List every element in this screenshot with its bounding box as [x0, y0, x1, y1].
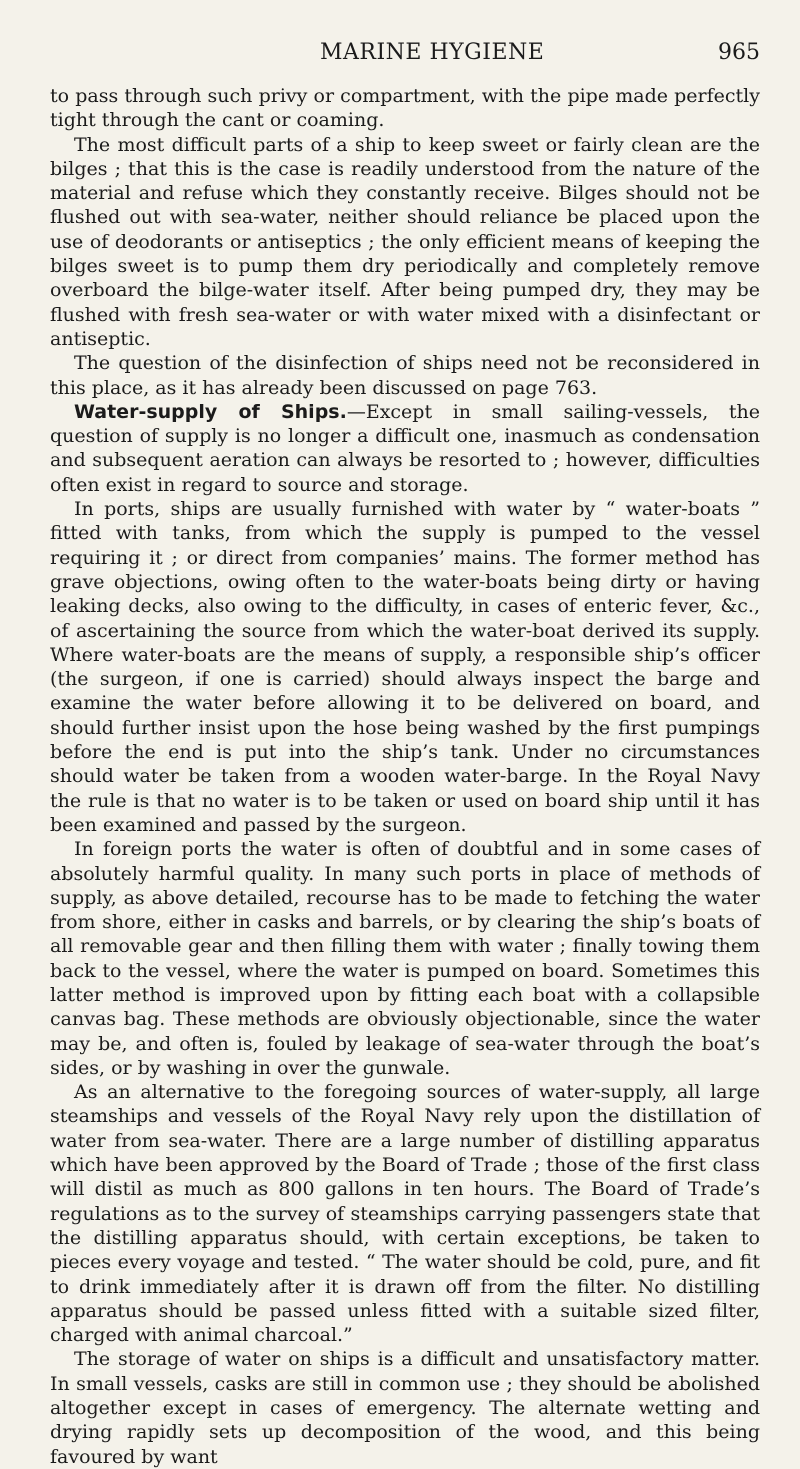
- paragraph: The most difficult parts of a ship to keep sweet or fairly clean are the bilges ; that this is the case is readily understood from the nature of the material and refuse which they constantly receive. Bilges should not be flushed out with sea-water, neither should reliance be placed upon the use of deodorants or antiseptics ; the only efficient means of keeping the bilges sweet is to pump them dry periodically and completely remove overboard the bilge-water itself. After being pumped dry, they may be flushed with fresh sea-water or with water mixed with a disinfectant or antiseptic.: [50, 133, 760, 350]
- paragraph: In ports, ships are usually furnished with water by “ water-boats ” fitted with tanks, from which the supply is pumped to the vessel requiring it ; or direct from companies’ mains. The former method has grave objections, owing often to the water-boats being dirty or having leaking decks, also owing to the difficulty, in cases of enteric fever, &c., of ascertaining the source from which the water-boat derived its supply. Where water-boats are the means of supply, a responsible ship’s officer (the surgeon, if one is carried) should always inspect the barge and examine the water before allowing it to be delivered on board, and should further insist upon the hose being washed by the first pumpings before the end is put into the ship’s tank. Under no circumstances should water be taken from a wooden water-barge. In the Royal Navy the rule is that no water is to be taken or used on board ship until it has been examined and passed by the surgeon.: [50, 498, 760, 836]
- paragraph: The question of the disinfection of ships need not be reconsidered in this place, as it has already been discussed on page 763.: [50, 352, 760, 399]
- paragraph: to pass through such privy or compartment, with the pipe made perfectly tight through the cant or coaming.: [50, 85, 760, 132]
- section-paragraph: [50, 400, 760, 497]
- paragraph: As an alternative to the foregoing sources of water-supply, all large steamships and vessels of the Royal Navy rely upon the distillation of water from sea-water. There are a large number of distilling apparatus which have been approved by the Board of Trade ; those of the first class will distil as much as 800 gallons in ten hours. The Board of Trade’s regulations as to the survey of steamships carrying passengers state that the distilling apparatus should, with certain exceptions, be taken to pieces every voyage and tested. “ The water should be cold, pure, and fit to drink immediately after it is drawn off from the filter. No distilling apparatus should be passed unless fitted with a suitable sized filter, charged with animal charcoal.”: [50, 1081, 760, 1347]
- body-text: [50, 84, 760, 1469]
- page-number: 965: [718, 40, 760, 65]
- paragraph: In foreign ports the water is often of doubtful and in some cases of absolutely harmful quality. In many such ports in place of methods of supply, as above detailed, recourse has to be made to fetching the water from shore, either in casks and barrels, or by clearing the ship’s boats of all removable gear and then filling them with water ; finally towing them back to the vessel, where the water is pumped on board. Sometimes this latter method is improved upon by fitting each boat with a collapsible canvas bag. These methods are obviously objectionable, since the water may be, and often is, fouled by leakage of sea-water through the boat’s sides, or by washing in over the gunwale.: [50, 838, 760, 1079]
- paragraph: The storage of water on ships is a difficult and unsatisfactory matter. In small vessels, casks are still in common use ; they should be abolished altogether except in cases of emergency. The alternate wetting and drying rapidly sets up decomposition of the wood, and this being favoured by want: [50, 1348, 760, 1468]
- running-title: MARINE HYGIENE: [320, 40, 545, 65]
- section-lead-text: —Except in small sailing-vessels, the question of supply is no longer a difficult one, inasmuch as condensation and subsequent aeration can always be resorted to ; however, difficulties often exist in regard to source and storage.: [50, 400, 760, 496]
- section-heading: Water-supply of Ships.: [74, 400, 347, 423]
- book-page: [50, 0, 760, 1468]
- page-header: [50, 40, 760, 70]
